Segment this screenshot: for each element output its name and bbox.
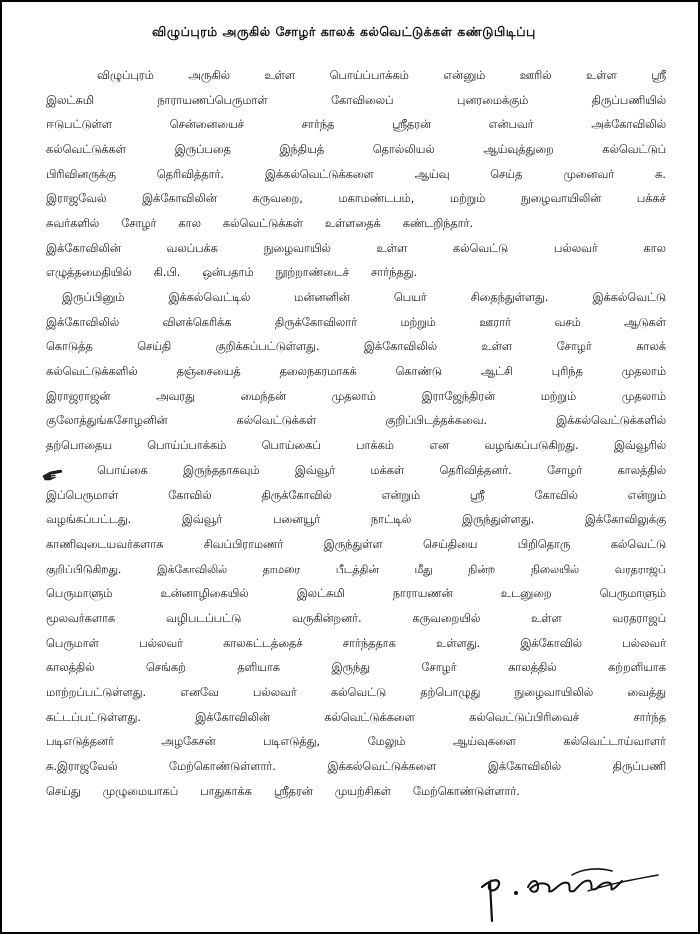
word: குறிப்பிடுகிறது. (46, 562, 122, 576)
word: பாதுகாக்க (200, 784, 252, 798)
hand-pointer-icon (42, 468, 64, 482)
word: முயற்சிகள் (334, 784, 391, 798)
word: ஒன்பதாம் (202, 266, 254, 280)
word: நுழைவாயிலின் (520, 192, 602, 206)
word: ஆய்வுகளை (452, 735, 516, 749)
word: நூற்றாண்டைச் (275, 266, 349, 280)
word: மற்றும் (400, 315, 436, 329)
word: தற்பொதைய (46, 439, 112, 453)
word: சோழர் (421, 661, 457, 675)
word: இந்தியத் (279, 142, 325, 156)
word: புரிந்த (551, 365, 583, 379)
word: வலப்பக்க (166, 241, 218, 255)
word: வைத்து (627, 686, 666, 700)
word: கல்வெட்டுக்கள் (236, 414, 317, 428)
word: ஸ்ரீ (469, 488, 485, 502)
word: இராஜராஜன் (46, 389, 111, 403)
word: அக்கோவிலில் (591, 118, 666, 132)
word: உடனுறை (500, 587, 552, 601)
word: அழகேசன் (161, 735, 216, 749)
word: கல்வெட்டு (610, 537, 666, 551)
word: நுழைவாயில் (263, 241, 331, 255)
word: கி.பி. (153, 266, 181, 280)
text-line (2, 311, 700, 336)
word: விழுப்புரம் (97, 68, 154, 82)
word: கல்வெட்டுக்களை (324, 710, 415, 724)
word: என்பவர் (488, 118, 534, 132)
word: செய்த (490, 167, 523, 181)
word: பெருமாள் (46, 636, 99, 650)
word: காலத்தில் (617, 463, 666, 477)
word: ஆய்வு (414, 167, 450, 181)
word: சார்ந்ததாக (342, 636, 396, 650)
word: சிவப்பிராமணர் (203, 537, 284, 551)
text-line (2, 582, 700, 607)
word: சோழர் (121, 216, 157, 230)
word: குலோத்துங்கசோழனின் (46, 414, 168, 428)
word: மீது (414, 562, 433, 576)
word: நுழைவாயிலில் (514, 686, 594, 700)
word: இருப்பினும் (62, 291, 125, 305)
word: செய்து (46, 784, 81, 798)
word: கல்வெட்டு (452, 241, 509, 255)
word: பொய்கைப் (261, 439, 321, 453)
word: மேலும் (367, 735, 406, 749)
word: நாட்டில் (370, 513, 412, 527)
word: இக்கல்வெட்டில் (168, 291, 251, 305)
text-line (2, 434, 700, 459)
text-line (2, 533, 700, 558)
word: மற்றும் (540, 389, 577, 403)
word: தெரிவித்தனர். (439, 463, 512, 477)
word: இருந்துள்ளது. (461, 513, 535, 527)
text-line (2, 385, 700, 410)
word: இவ்வூர் (294, 463, 336, 477)
word: கால (178, 216, 201, 230)
word: கல்வெட்டுக்களில் (46, 365, 138, 379)
text-line (2, 410, 700, 435)
word: ஈடுபட்டுள்ள (46, 118, 112, 132)
word: கல்வெட்டாய்வாளர் (563, 735, 666, 749)
word: இப்பெருமாள் (46, 488, 119, 502)
word: கருவறை, (252, 192, 303, 206)
word: ஸ்ரீ (651, 68, 666, 82)
word: செய்தி (137, 340, 172, 354)
word: ஸ்ரீதரன் (273, 784, 313, 798)
word: சார்ந்த (301, 118, 335, 132)
word: பெயர் (393, 291, 427, 305)
word: இக்கல்வெட்டுக்களில் (556, 414, 666, 428)
text-line (2, 113, 700, 138)
word: முனைவர் (563, 167, 615, 181)
word: இலட்சுமி (46, 93, 94, 107)
text-line (2, 336, 700, 361)
word: சுவர்களில் (46, 216, 100, 230)
word: செங்கற் (145, 661, 186, 675)
word: வருகின்றனர். (291, 611, 362, 625)
word: பனையூர் (272, 513, 321, 527)
signature-mark (472, 857, 662, 927)
word: உள்ள (376, 241, 408, 255)
word: காலகட்டத்தைச் (223, 636, 303, 650)
word: வழிபடப்பட்டு (165, 611, 242, 625)
word: மூலவர்களாக (46, 611, 116, 625)
word: காலத்தில் (46, 661, 95, 675)
word: முதலாம் (331, 389, 376, 403)
word: தற்பொழுது (420, 686, 481, 700)
word: நின்ற (468, 562, 496, 576)
word: கோவில் (168, 488, 212, 502)
word: சோழர் (556, 340, 592, 354)
word: நாராயணப்பெருமாள் (157, 93, 268, 107)
word: மன்னனின் (294, 291, 350, 305)
word: காணிவுடையவர்களாக (46, 537, 164, 551)
word: பிறிதொரு (517, 537, 571, 551)
word: இக்கல்வெட்டுக்களை (264, 167, 374, 181)
word: தளியாக (237, 661, 280, 675)
word: இக்கோவிலின் (46, 241, 121, 255)
word: இக்கோவிலில் (487, 760, 562, 774)
word: இக்கோவில் (520, 636, 582, 650)
word: பல்லவர் (622, 636, 666, 650)
word: ஊரில் (519, 68, 552, 82)
word: இருந்து (331, 661, 370, 675)
word: இக்கோவிலில் (46, 315, 120, 329)
word: கோவில் (534, 488, 578, 502)
word: மேற்கொண்டுள்ளார். (412, 784, 520, 798)
word: முழுமையாகப் (102, 784, 179, 798)
word: உள்ளதைக் (324, 216, 381, 230)
word: பொய்ப்பாக்கம் (329, 68, 409, 82)
word: மகாமண்டபம், (338, 192, 415, 206)
word: நாராயணன் (392, 587, 453, 601)
text-line (2, 64, 700, 89)
text-line (2, 163, 700, 188)
word: பொய்ப்பாக்கம் (147, 439, 227, 453)
word: இக்கல்வெட்டு (592, 291, 666, 305)
word: கல்வெட்டுக்கள் (222, 216, 303, 230)
word: சு.இராஜவேல் (46, 760, 118, 774)
article-body (2, 64, 700, 805)
word: என்றும் (381, 488, 420, 502)
word: ஸ்ரீதரன் (392, 118, 431, 132)
word: இக்கோவிலுக்கு (584, 513, 666, 527)
word: பிரிவினருக்கு (46, 167, 116, 181)
word: இருந்ததாகவும் (182, 463, 260, 477)
word: என (429, 439, 450, 453)
word: இராஜவேல் (46, 192, 107, 206)
text-line (2, 237, 700, 262)
text-line (2, 187, 700, 212)
word: அருகில் (188, 68, 230, 82)
text-line (2, 657, 700, 682)
word: இக்கோவிலில் (363, 340, 438, 354)
word: கல்வெட்டுக்கள் (46, 142, 126, 156)
word: திருக்கோவில் (261, 488, 332, 502)
word: உள்ள (264, 68, 296, 82)
word: அவரது (155, 389, 195, 403)
word: தலைநகரமாகக் (279, 365, 357, 379)
word: சு. (654, 167, 666, 181)
word: இவ்வூர் (181, 513, 223, 527)
word: குறிப்பிடத்தக்கவை. (385, 414, 488, 428)
word: ஆய்வுத்துறை (483, 142, 554, 156)
word: இக்கல்வெட்டுக்களை (327, 760, 437, 774)
word: என்னும் (443, 68, 486, 82)
word: விளக்கெரிக்க (162, 315, 232, 329)
word: கற்றளியாக (608, 661, 666, 675)
text-line (2, 731, 700, 756)
text-line (2, 508, 700, 533)
word: சென்னையைச் (169, 118, 244, 132)
word: ஊரார் (479, 315, 512, 329)
word: என்றும் (627, 488, 666, 502)
word: இருந்துள்ள (323, 537, 383, 551)
word: மற்றும் (449, 192, 486, 206)
word: வசம் (554, 315, 581, 329)
word: உள்ளது. (436, 636, 481, 650)
word: சோழர் (547, 463, 583, 477)
word: கோவிலைப் (330, 93, 394, 107)
word: இவ்வூரில் (613, 439, 666, 453)
word: தொல்லியல் (372, 142, 435, 156)
text-line (2, 459, 700, 484)
word: முதலாம் (621, 389, 666, 403)
text-line (2, 607, 700, 632)
word: இக்கோவிலில் (157, 562, 227, 576)
word: தஞ்சையைத் (176, 365, 241, 379)
word: தெரிவித்தார். (156, 167, 225, 181)
word: குறிக்கப்பட்டுள்ளது. (215, 340, 320, 354)
word: கொடுத்த (46, 340, 93, 354)
word: வரதராஜப் (614, 562, 666, 576)
text-line (2, 558, 700, 583)
word: திருக்கோவிலார் (274, 315, 357, 329)
word: மேற்கொண்டுள்ளார். (168, 760, 276, 774)
word: கல்வெட்டுப்பிரிவைச் (469, 710, 580, 724)
word: நிலையில் (530, 562, 579, 576)
word: உன்னாழிகையில் (160, 587, 249, 601)
text-line (2, 484, 700, 509)
word: ஆட்சி (480, 365, 513, 379)
text-line (2, 286, 700, 311)
word: உள்ள (586, 68, 617, 82)
word: திருப்பணியில் (591, 93, 666, 107)
word: இக்கோவிலின் (195, 710, 270, 724)
word: கொண்டு (395, 365, 442, 379)
word: சார்ந்தது. (371, 266, 418, 280)
word: மைந்தன் (240, 389, 286, 403)
word: கண்டறிந்தார். (402, 216, 474, 230)
text-line (2, 755, 700, 780)
word: கல்வெட்டு (330, 686, 387, 700)
word: கல்வெட்டுப் (602, 142, 666, 156)
word: உள்ள (481, 340, 513, 354)
word: ஆடுகள் (624, 315, 666, 329)
word: செய்தியை (422, 537, 478, 551)
word: காலக் (636, 340, 666, 354)
word: இலட்சுமி (296, 587, 345, 601)
word: பெருமாளும் (599, 587, 666, 601)
word: இருப்பதை (174, 142, 231, 156)
text-line (2, 780, 700, 805)
text-line (2, 212, 700, 237)
text-line (2, 632, 700, 657)
text-line (2, 681, 700, 706)
word: திருப்பணி (612, 760, 666, 774)
word: தாமரை (262, 562, 300, 576)
word: கட்டப்பட்டுள்ளது. (46, 710, 141, 724)
text-line (2, 706, 700, 731)
text-line (2, 262, 700, 287)
word: வரதராஜப் (612, 611, 666, 625)
word: உள்ள (531, 611, 562, 625)
text-line (2, 138, 700, 163)
word: சார்ந்த (633, 710, 666, 724)
word: படிஎடுத்து, (263, 735, 321, 749)
word: பொய்கை (97, 463, 148, 477)
signature (472, 857, 662, 927)
page-title: விழுப்புரம் அருகில் சோழர் காலக் கல்வெட்டுக்கள் கண்டுபிடிப்பு (152, 24, 536, 39)
word: முதலாம் (621, 365, 666, 379)
word: எழுத்தமைதியில் (46, 266, 132, 280)
word: இக்கோவிலின் (142, 192, 217, 206)
word: பக்கச் (636, 192, 666, 206)
word: பெருமாளும் (46, 587, 113, 601)
word: பீடத்தின் (335, 562, 379, 576)
word: எனவே (180, 686, 219, 700)
word: கருவறையில் (412, 611, 481, 625)
word: பாக்கம் (356, 439, 394, 453)
word: சிதைந்துள்ளது. (470, 291, 549, 305)
text-line (2, 89, 700, 114)
word: பல்லவர் (139, 636, 183, 650)
word: பல்லவர் (553, 241, 598, 255)
word: வழங்கப்படுகிறது. (484, 439, 579, 453)
word: காலத்தில் (508, 661, 557, 675)
word: மாற்றப்பட்டுள்ளது. (46, 686, 147, 700)
word: இராஜேந்திரன் (421, 389, 496, 403)
text-line (2, 360, 700, 385)
word: பல்லவர் (252, 686, 297, 700)
word: கால (643, 241, 666, 255)
word: புனரமைக்கும் (456, 93, 529, 107)
word: படிஎடுத்தனர் (46, 735, 114, 749)
word: வழங்கப்பட்டது. (46, 513, 132, 527)
word: மக்கள் (370, 463, 405, 477)
